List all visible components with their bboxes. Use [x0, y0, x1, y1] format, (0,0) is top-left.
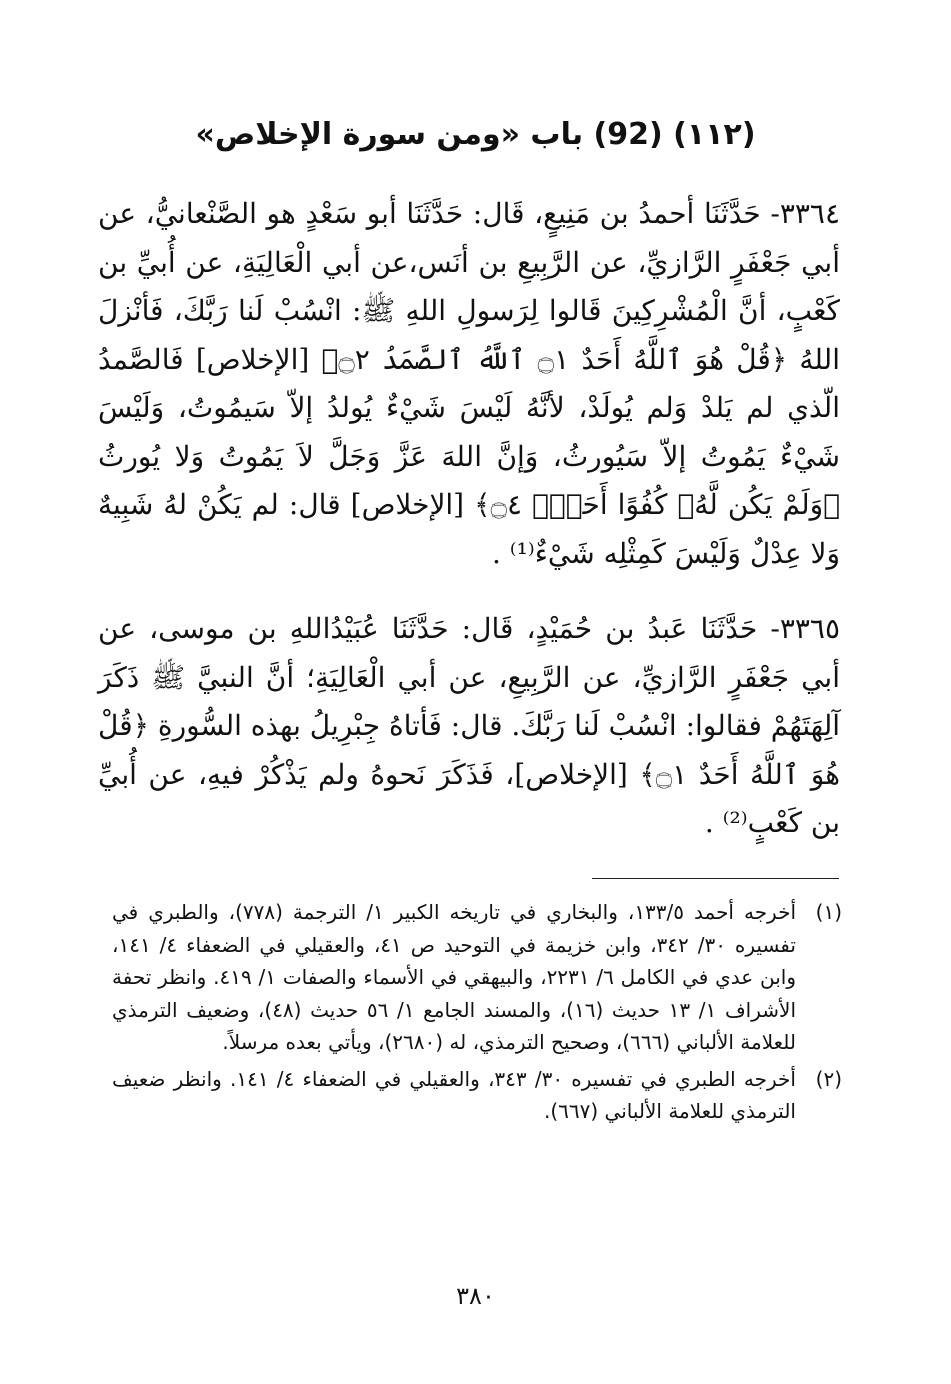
footnote-separator	[592, 878, 839, 879]
footnote-mark: (١)	[815, 900, 842, 924]
footnotes	[112, 896, 842, 1132]
footnote-text: أخرجه أحمد ١٣٣/٥، والبخاري في تاريخه الكبير ١/ الترجمة (٧٧٨)، والطبري في تفسيره ٣٠/ ٣٤٢، وابن خزيمة في التوحيد ص ٤١، والعقيلي في الضعفاء ٤/ ١٤١، وابن عدي في الكامل ٦/ ٢٢٣١، والبيهقي في الأسماء والصفات ١/ ٤١٩. وانظر تحفة الأشراف ١/ ١٣ حديث (١٦)، والمسند الجامع ١/ ٥٦ حديث (٤٨)، وضعيف الترمذي للعلامة الألباني (٦٦٦)، وصحيح الترمذي، له (٢٦٨٠)، ويأتي بعده مرسلاً.	[112, 900, 797, 1054]
hadith-3365	[98, 605, 840, 848]
footnote-2	[112, 1063, 842, 1128]
chapter-title: (١١٢) (92) باب «ومن سورة الإخلاص»	[195, 117, 756, 152]
footnote-mark: (٢)	[815, 1066, 842, 1091]
hadith-text: ٣٣٦٤- حَدَّثَنَا أحمدُ بن مَنِيعٍ، قَال: حَدَّثَنَا أبو سَعْدٍ هو الصَّنْعانيُّ، عن أبي جَعْفَرٍ الرَّازيِّ، عن الرَّبِيعِ بن أنَس،عن أبي الْعَالِيَةِ، عن أُبيِّ بن كَعْبٍ، أنَّ الْمُشْرِكِينَ قَالوا لِرَسولِ اللهِ ﷺ: انْسُبْ لَنا رَبَّكَ، فَأنْزلَ اللهُ ﴿قُلْ هُوَ ٱللَّهُ أَحَدٌ ۝١ ٱللَّهُ ٱلصَّمَدُ ۝٢﴾ [الإخلاص] فَالصَّمدُ الّذي لم يَلدْ وَلم يُولَدْ، لأنَّهُ لَيْسَ شَيْءٌ يُولدُ إلاّ سَيمُوتُ، وَلَيْسَ شَيْءٌ يَمُوتُ إلاّ سَيُورثُ، وَإنَّ اللهَ عَزَّ وَجَلَّ لاَ يَمُوتُ وَلا يُورثُ ﴿وَلَمْ يَكُن لَّهُۥ كُفُوًا أَحَدٌۢ ۝٤﴾ [الإخلاص] قال: لم يَكُنْ لهُ شَبِيهٌ وَلا عِدْلٌ وَلَيْسَ كَمِثْلِه شَيْءٌ⁽¹⁾ .	[98, 197, 840, 570]
page-number: ٣٨٠	[456, 1282, 495, 1310]
hadith-3364	[98, 190, 840, 578]
hadith-text: ٣٣٦٥- حَدَّثَنَا عَبدُ بن حُمَيْدٍ، قَال: حَدَّثَنَا عُبَيْدُاللهِ بن موسى، عن أبي جَعْفَرٍ الرَّازيِّ، عن الرَّبِيعِ، عن أبي الْعَالِيَةِ؛ أنَّ النبيَّ ﷺ ذَكَرَ آلِهَتَهُمْ فقالوا: انْسُبْ لَنا رَبَّكَ. قال: فَأتاهُ جِبْرِيلُ بهذه السُّورةِ ﴿قُلْ هُوَ ٱللَّهُ أَحَدٌ ۝١﴾ [الإخلاص]، فَذَكَرَ نَحوهُ ولم يَذْكُرْ فيهِ، عن أُبيِّ بن كَعْبٍ⁽²⁾ .	[98, 612, 840, 839]
footnote-text: أخرجه الطبري في تفسيره ٣٠/ ٣٤٣، والعقيلي في الضعفاء ٤/ ١٤١. وانظر ضعيف الترمذي للعلامة الألباني (٦٦٧).	[112, 1066, 796, 1123]
footnote-1	[112, 896, 842, 1059]
